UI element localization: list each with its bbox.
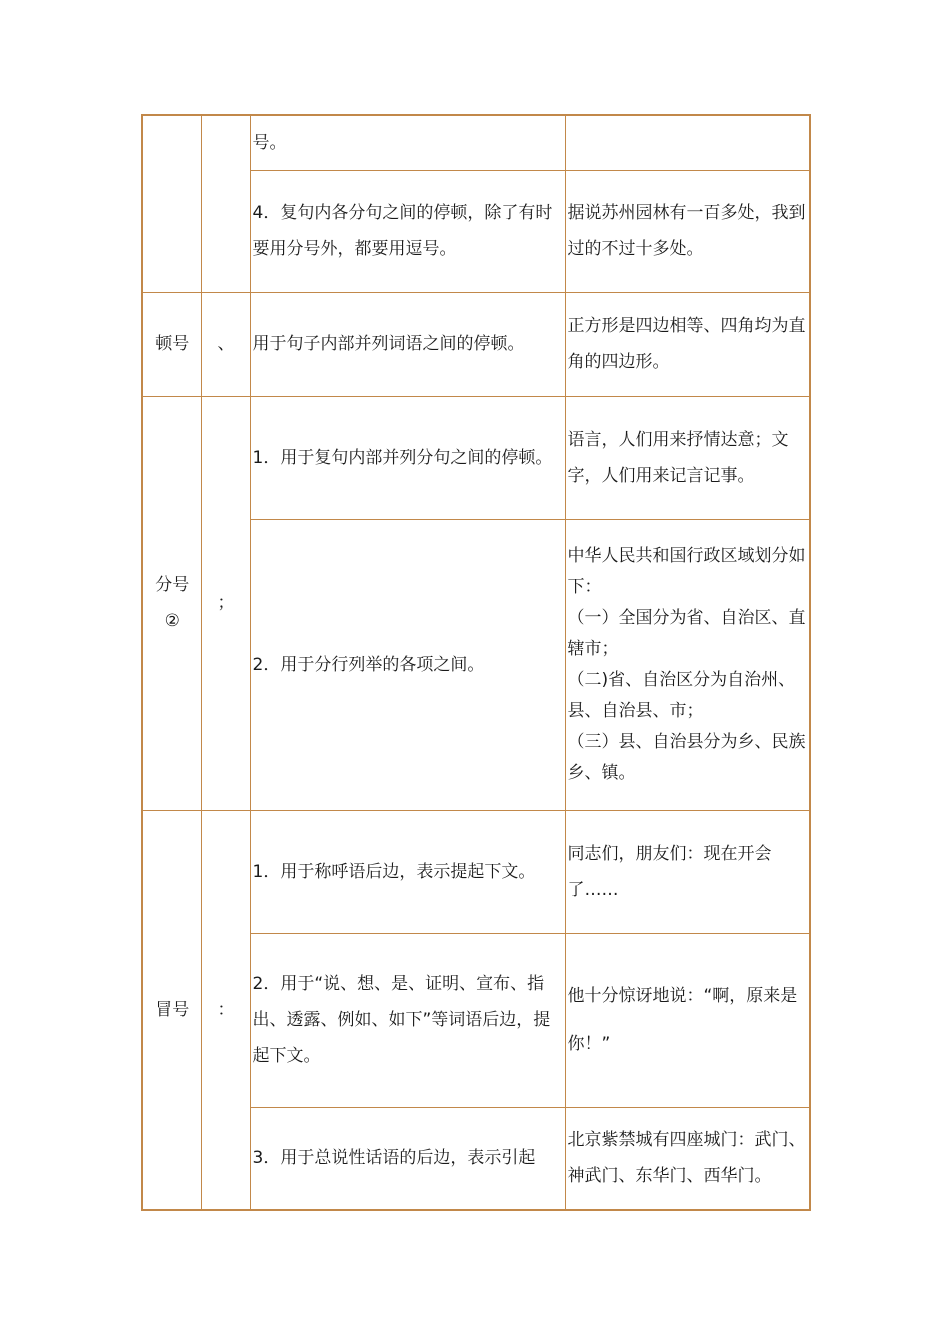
table-row <box>142 810 810 933</box>
punct-mark-cell <box>201 115 250 292</box>
table-row <box>142 115 810 170</box>
punct-mark-cell: ： <box>201 810 250 1210</box>
example-cell: 据说苏州园林有一百多处，我到过的不过十多处。 <box>565 170 810 292</box>
punct-name-cell: 冒号 <box>142 810 201 1210</box>
example-line: （一）全国分为省、自治区、直辖市； <box>567 607 806 659</box>
example-cell: 北京紫禁城有四座城门：武门、神武门、东华门、西华门。 <box>565 1107 810 1210</box>
punct-name-cell <box>142 396 201 810</box>
example-cell <box>565 115 810 170</box>
usage-cell: 3．用于总说性话语的后边，表示引起 <box>250 1107 565 1210</box>
table-row <box>142 396 810 519</box>
example-line: （二)省、自治区分为自治州、县、自治县、市； <box>567 669 796 721</box>
example-cell: 同志们，朋友们：现在开会了…… <box>565 810 810 933</box>
punct-name-cell <box>142 115 201 292</box>
usage-cell: 号。 <box>250 115 565 170</box>
example-cell: 正方形是四边相等、四角均为直角的四边形。 <box>565 292 810 396</box>
example-cell <box>565 519 810 810</box>
usage-cell: 1．用于复句内部并列分句之间的停顿。 <box>250 396 565 519</box>
punct-mark-cell: 、 <box>201 292 250 396</box>
usage-cell: 4．复句内各分句之间的停顿，除了有时要用分号外，都要用逗号。 <box>250 170 565 292</box>
example-cell: 他十分惊讶地说：“啊，原来是你！” <box>565 933 810 1107</box>
example-line: 中华人民共和国行政区域划分如下： <box>567 545 806 597</box>
punctuation-table <box>141 114 811 1211</box>
table-row <box>142 292 810 396</box>
usage-cell: 2．用于分行列举的各项之间。 <box>250 519 565 810</box>
example-cell: 语言，人们用来抒情达意；文字，人们用来记言记事。 <box>565 396 810 519</box>
footnote-marker: ② <box>164 611 180 631</box>
usage-cell: 1．用于称呼语后边，表示提起下文。 <box>250 810 565 933</box>
punct-name-cell: 顿号 <box>142 292 201 396</box>
punct-mark-cell: ； <box>201 396 250 810</box>
example-line: （三）县、自治县分为乡、民族乡、镇。 <box>567 731 806 783</box>
usage-cell: 用于句子内部并列词语之间的停顿。 <box>250 292 565 396</box>
punct-name: 分号 <box>155 575 190 595</box>
usage-cell: 2．用于“说、想、是、证明、宣布、指出、透露、例如、如下”等词语后边，提起下文。 <box>250 933 565 1107</box>
